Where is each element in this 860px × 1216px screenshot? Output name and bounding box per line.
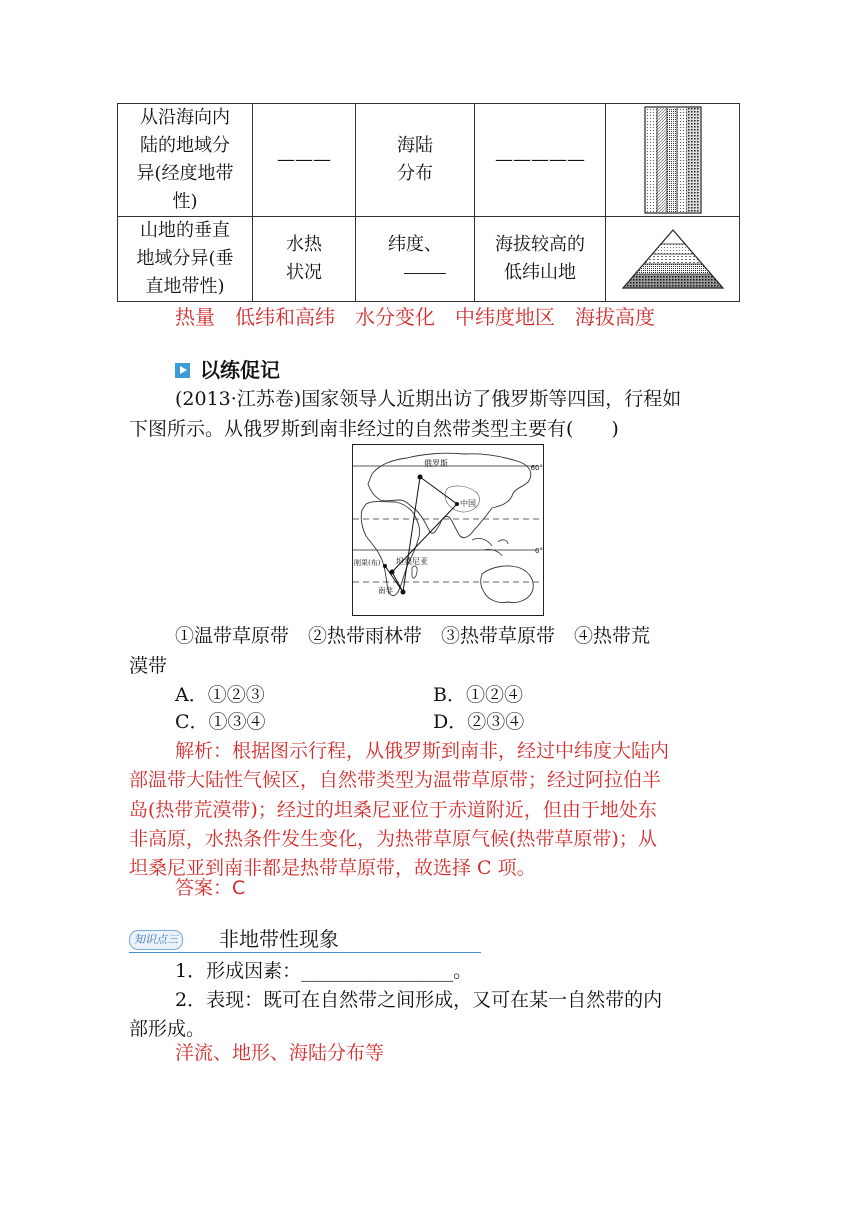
map-label-lat0: 0° <box>535 547 543 555</box>
table-cell-factor <box>253 104 356 217</box>
map-label-tanzania: 坦桑尼亚 <box>396 557 428 566</box>
knowledge-answer: 洋流、地形、海陆分布等 <box>175 1042 385 1064</box>
table-cell-diagram <box>606 104 740 217</box>
section-heading <box>175 355 280 385</box>
analysis-line: 岛(热带荒漠带)；经过的坦桑尼亚位于赤道附近，但由于地处东 <box>129 799 657 821</box>
china-marker <box>455 502 459 506</box>
table-row <box>118 217 740 302</box>
table-cell-cause <box>356 217 475 302</box>
cell-line: 从沿海向内 <box>140 107 230 128</box>
map-label-congo: 刚果(布) <box>354 559 381 567</box>
choice-b: B．①②④ <box>433 684 523 706</box>
blank-line: ————— <box>495 149 585 170</box>
choice-a: A．①②③ <box>175 684 265 706</box>
cell-line: 直地带性) <box>145 276 225 297</box>
map-label-lat60: 60° <box>530 464 543 472</box>
knowledge-badge: 知识点三 <box>129 930 183 950</box>
knowledge-item: 2．表现：既可在自然带之间形成，又可在某一自然带的内 <box>175 989 663 1011</box>
table-cell-diagram <box>606 217 740 302</box>
vertical-stripes-pattern-icon <box>643 105 703 215</box>
cell-line: 海陆 <box>397 135 433 156</box>
knowledge-item: 1．形成因素：________________。 <box>175 960 473 982</box>
knowledge-header <box>129 926 481 953</box>
cell-line: 纬度、 <box>388 234 442 255</box>
choice-d: D．②③④ <box>433 711 525 733</box>
route-map <box>352 444 544 616</box>
cell-line: 山地的垂直 <box>140 220 230 241</box>
table-cell-region <box>475 217 606 302</box>
knowledge-item: 部形成。 <box>129 1018 206 1040</box>
cell-line: 低纬山地 <box>504 262 576 283</box>
blank-line: ——— <box>277 149 331 170</box>
cell-line: 性) <box>172 191 198 212</box>
map-label-russia: 俄罗斯 <box>424 459 448 468</box>
table-cell-cause <box>356 104 475 217</box>
table-row <box>118 104 740 217</box>
knowledge-title: 非地带性现象 <box>219 927 339 951</box>
table-answers: 热量 低纬和高纬 水分变化 中纬度地区 海拔高度 <box>175 305 655 329</box>
cell-line: 异(经度地带 <box>136 163 234 184</box>
play-arrow-icon <box>175 363 190 378</box>
cell-line: 状况 <box>286 262 322 283</box>
congo-marker <box>383 564 387 568</box>
cell-line: 分布 <box>397 163 433 184</box>
analysis-line <box>175 736 669 766</box>
table-cell-type <box>118 217 253 302</box>
answer: 答案：C <box>175 877 246 899</box>
analysis-line: 坦桑尼亚到南非都是热带草原带，故选择 C 项。 <box>129 857 536 879</box>
options-line: ①温带草原带 ②热带雨林带 ③热带草原带 ④热带荒 <box>175 625 651 647</box>
map-label-china: 中国 <box>460 499 476 508</box>
choice-c: C．①③④ <box>175 711 266 733</box>
table-cell-factor <box>253 217 356 302</box>
map-label-south-africa: 南非 <box>378 586 393 595</box>
cell-line: 海拔较高的 <box>495 234 585 255</box>
analysis-text: 根据图示行程，从俄罗斯到南非，经过中纬度大陆内 <box>232 740 670 762</box>
options-line: 漠带 <box>129 655 168 677</box>
cell-line: 水热 <box>286 234 322 255</box>
tanzania-marker <box>390 570 395 575</box>
cell-blank <box>356 259 474 287</box>
analysis-label: 解析： <box>175 740 233 762</box>
table-cell-type <box>118 104 253 217</box>
table-cell-region <box>475 104 606 217</box>
russia-marker <box>418 475 423 480</box>
analysis-line: 部温带大陆性气候区，自然带类型为温带草原带；经过阿拉伯半 <box>129 769 662 791</box>
geo-table <box>117 103 740 302</box>
section-heading-text: 以练促记 <box>200 358 280 382</box>
question-line: 下图所示。从俄罗斯到南非经过的自然带类型主要有( ) <box>129 418 619 440</box>
mountain-layers-pattern-icon <box>621 228 725 290</box>
question-line: (2013·江苏卷)国家领导人近期出访了俄罗斯等四国，行程如 <box>175 388 682 410</box>
analysis-line: 非高原，水热条件发生变化，为热带草原气候(热带草原带)；从 <box>129 828 657 850</box>
south-africa-marker <box>401 590 406 595</box>
cell-line: 地域分异(垂 <box>136 248 234 269</box>
cell-line: 陆的地域分 <box>140 135 230 156</box>
